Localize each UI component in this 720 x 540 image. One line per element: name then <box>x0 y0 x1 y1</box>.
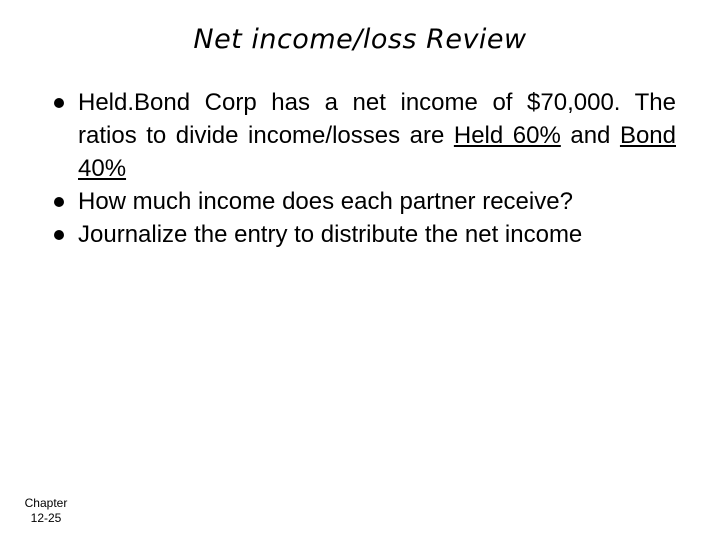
held-share: Held 60% <box>453 122 561 149</box>
bullet-text: Held.Bond Corp has a net income of $70,000. The ratios to divide income/losses are <box>78 89 676 149</box>
bullet-item-net-income <box>48 86 676 185</box>
bullet-list <box>48 86 676 251</box>
bullet-dot-icon <box>54 197 64 207</box>
bullet-text: How much income does each partner receive? <box>78 188 573 215</box>
slide-title: Net income/loss Review <box>193 24 527 55</box>
bullet-item-journalize <box>48 218 676 251</box>
bullet-dot-icon <box>54 230 64 240</box>
bullet-text: Journalize the entry to distribute the net income <box>78 221 583 248</box>
chapter-label: Chapter <box>24 496 68 510</box>
bullet-item-partner-question <box>48 185 676 218</box>
slide-footer <box>14 496 78 526</box>
page-number: 12-25 <box>30 511 62 525</box>
bond-share: Bond 40% <box>78 122 676 182</box>
bullet-text-and: and <box>560 122 620 149</box>
bullet-dot-icon <box>54 98 64 108</box>
